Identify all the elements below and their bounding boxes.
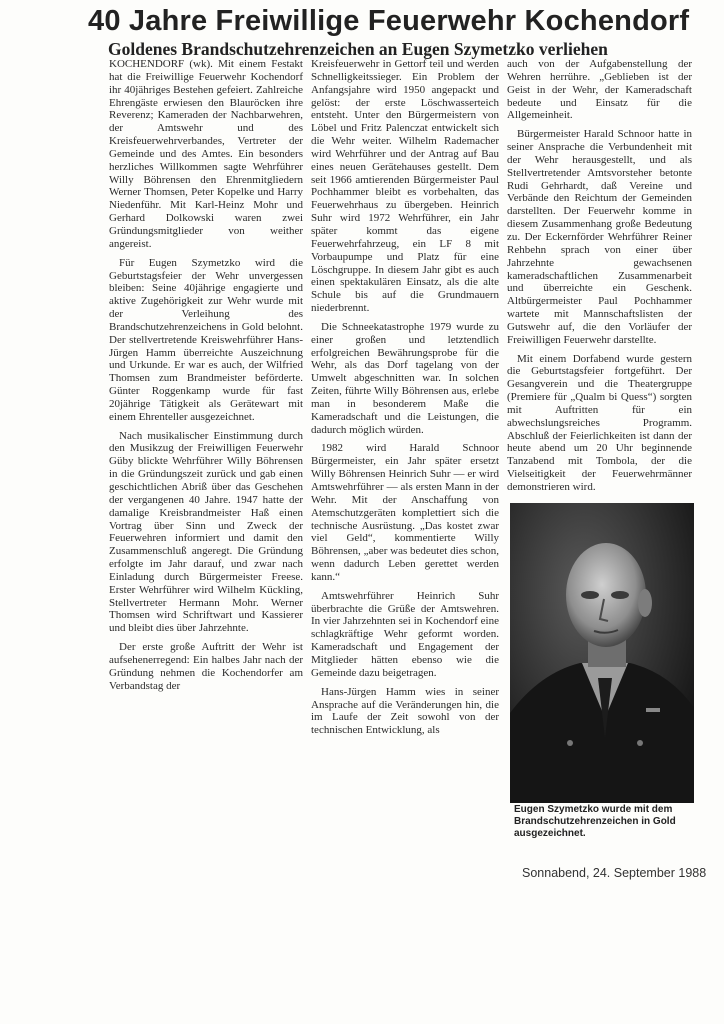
paragraph: Mit einem Dorfabend wurde gestern die Geburtstagsfeier fortgeführt. Der Gesangverein und die Theatergruppe (Premiere für „Qualm bi Quess“) sorgten mit Auftritten für ein abwechslungsreiches Programm. Abschluß der Feierlichkeiten ist dann der heute abend um 20 Uhr beginnende Tanzabend mit Tombola, der die Vielseitigkeit der Feuerwehrmänner demonstrieren wird.: [507, 352, 692, 493]
paragraph: Bürgermeister Harald Schnoor hatte in seiner Ansprache die Verbundenheit mit der Wehr herausgestellt, und als Stellvertretender Amtsvorsteher betonte Rudi Gehrhardt, daß Vereine und Verbände den Reichtum der Gemeinden darstellten. Der Feuerwehr komme in diesem Zusammenhang große Bedeutung zu. Der Eckernförder Wehrführer Reiner Rehbehn sprach von einer über Jahrzehnte gewachsenen kameradschaftlichen Zusammenarbeit und überreichte ein Geschenk. Altbürgermeister Paul Pochhammer wartete mit Mannschaftslisten der Gutswehr auf, die den Vorläufer der Freiwilligen Feuerwehr darstellte.: [507, 128, 692, 346]
paragraph: Nach musikalischer Einstimmung durch den Musikzug der Freiwilligen Feuerwehr Güby blickte Wehrführer Willy Böhrensen in die Gründungszeit zurück und gab einen geschichtlichen Abriß über das Geschehen der vergangenen 40 Jahre. 1947 hatte der damalige Kreisbrandmeister Haß einen Vortrag über Sinn und Zweck der Feuerwehren informiert und damit den Zusammenschluß angeregt. Die Gründung erfolgte im Jahr darauf, und zwar nach Einladung durch Bürgermeister Freese. Erster Wehrführer wird Wilhelm Kückling, Stellvertreter Hermann Mohr. Werner Thomsen wird Schriftwart und Kassierer und bleibt dies über Jahrzehnte.: [109, 429, 303, 635]
paragraph: 1982 wird Harald Schnoor Bürgermeister, ein Jahr später ersetzt Willy Böhrensen Heinrich Suhr — er wird Amtswehrführer — als ersten Mann in der Wehr. Mit der Anschaffung von Atemschutzgeräten komplettiert sich die technische Ausrüstung. „Das kostet zwar viel Geld“, kommentierte Willy Böhrensen, „aber was bedeutet dies schon, wenn dadurch Leben gerettet werden kann.“: [311, 442, 499, 583]
portrait-photo: [510, 503, 694, 803]
article-column-3: [507, 58, 692, 500]
paragraph: Amtswehrführer Heinrich Suhr überbrachte die Grüße der Amtswehren. In vier Jahrzehnten sei in Kochendorf eine schlagkräftige Wehr geformt worden. Kameradschaft und Engagement der Mitglieder hätten ebenso wie die Gemeinde dazu beigetragen.: [311, 589, 499, 679]
paragraph: Der erste große Auftritt der Wehr ist aufsehenerregend: Ein halbes Jahr nach der Gründung nehmen die Kochendorfer am Verbandstag der: [109, 641, 303, 692]
paragraph: KOCHENDORF (wk). Mit einem Festakt hat die Freiwillige Feuerwehr Kochendorf ihr 40jähriges Bestehen gefeiert. Zahlreiche Ehrengäste erwiesen den Blauröcken ihre Reverenz; Kameraden der Nachbarwehren, der Amtswehr und des Kreisfeuerwehrverbandes, Vertreter der Gemeinde und des Amtes. Ein besonders herzliches Willkommen sagte Wehrführer Willy Böhrensen den Ehrenmitgliedern Werner Thomsen, Peter Kopelke und Harry Niedenführ. Mit Karl-Heinz Mohr und Gerhard Dolkowski waren zwei Gründungsmitglieder von weither angereist.: [109, 58, 303, 250]
headline: 40 Jahre Freiwillige Feuerwehr Kochendorf: [88, 5, 690, 37]
paragraph: Kreisfeuerwehr in Gettorf teil und werden Schnelligkeitssieger. Ein Problem der Anfangsjahre wird 1950 angepackt und gelöst: der erste Löschwasserteich entsteht. Unter den Bürgermeistern von Löbel und Fritz Palenczat entwickelt sich die Wehr weiter. Wilhelm Rademacher wird Wehrführer und der Antrag auf Bau eines neuen Gerätehauses gestellt. Dem seit 1966 amtierenden Bürgermeister Paul Pochhammer bleibt es vorbehalten, das Feuerwehrhaus zu übergeben. Heinrich Suhr wird 1972 Wehrführer, ein Jahr später kommt das eigene Feuerwehrfahrzeug, ein LF 8 mit Vorbaupumpe und Platz für eine Löschgruppe. In diesem Jahr gibt es auch einen spektakulären Einsatz, als die alte Schule bis auf die Grundmauern niederbrennt.: [311, 58, 499, 315]
article-column-2: [311, 58, 499, 743]
photo-caption: Eugen Szymetzko wurde mit dem Brandschutzehrenzeichen in Gold ausgezeichnet.: [514, 804, 676, 839]
paragraph: auch von der Aufgabenstellung der Wehren herrühre. „Geblieben ist der Geist in der Wehr, der Kameradschaft bedeute und Einsatz für die Allgemeinheit.: [507, 58, 692, 122]
paragraph: Die Schneekatastrophe 1979 wurde zu einer großen und letztendlich erfolgreichen Bewährungsprobe für die Wehr, als das Dorf tagelang von der Umwelt abgeschnitten war. In solchen Zeiten, führte Willy Böhrensen aus, erlebe man in besonderem Maße die Kameradschaft und die Leistungen, die dadurch möglich würden.: [311, 320, 499, 436]
article-column-1: [109, 58, 303, 699]
publication-date: Sonnabend, 24. September 1988: [522, 866, 707, 880]
subheadline: Goldenes Brandschutzehrenzeichen an Eugen Szymetzko verliehen: [108, 39, 608, 59]
paragraph: Für Eugen Szymetzko wird die Geburtstagsfeier der Wehr unvergessen bleiben: Seine 40jährige engagierte und aktive Zugehörigkeit zur Wehr wurde mit der Verleihung des Brandschutzehrenzeichens in Gold belohnt. Der stellvertretende Kreiswehrführer Hans-Jürgen Hamm überreichte Auszeichnung und Urkunde. Er war es auch, der Wilfried Thomsen zum Brandmeister beförderte. Günter Roggenkamp wurde für fast 20jährige Tätigkeit als Gerätewart mit einem Ehrenteller ausgezeichnet.: [109, 256, 303, 423]
portrait-image: [510, 503, 694, 803]
paragraph: Hans-Jürgen Hamm wies in seiner Ansprache auf die Veränderungen hin, die im Laufe der Zeit sowohl von der technischen Entwicklung, als: [311, 685, 499, 737]
